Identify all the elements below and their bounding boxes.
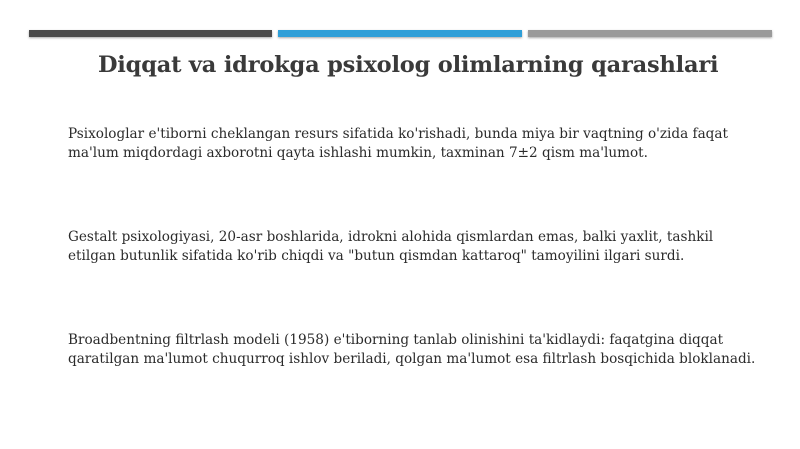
accent-bar-blue bbox=[278, 30, 522, 37]
paragraph-1: Psixologlar e'tiborni cheklangan resurs sifatida ko'rishadi, bunda miya bir vaqtning o'zida faqat ma'lum miqdordagi axborotni qayta ishlashi mumkin, taxminan 7±2 qism ma'lumot. bbox=[68, 126, 728, 161]
slide-title: Diqqat va idrokga psixolog olimlarning qarashlari bbox=[98, 52, 719, 78]
accent-bar-dark bbox=[29, 30, 272, 37]
accent-bar-gray bbox=[528, 30, 772, 37]
header-accent-bars bbox=[29, 30, 772, 38]
paragraph-3: Broadbentning filtrlash modeli (1958) e'tiborning tanlab olinishini ta'kidlaydi: faqatgina diqqat qaratilgan ma'lumot chuqurroq ishlov beriladi, qolgan ma'lumot esa filtrlash bosqichida bloklanadi. bbox=[68, 332, 756, 367]
paragraph-2: Gestalt psixologiyasi, 20-asr boshlarida, idrokni alohida qismlardan emas, balki yaxlit, tashkil etilgan butunlik sifatida ko'rib chiqdi va "butun qismdan kattaroq" tamoyilini ilgari surdi. bbox=[68, 229, 714, 264]
